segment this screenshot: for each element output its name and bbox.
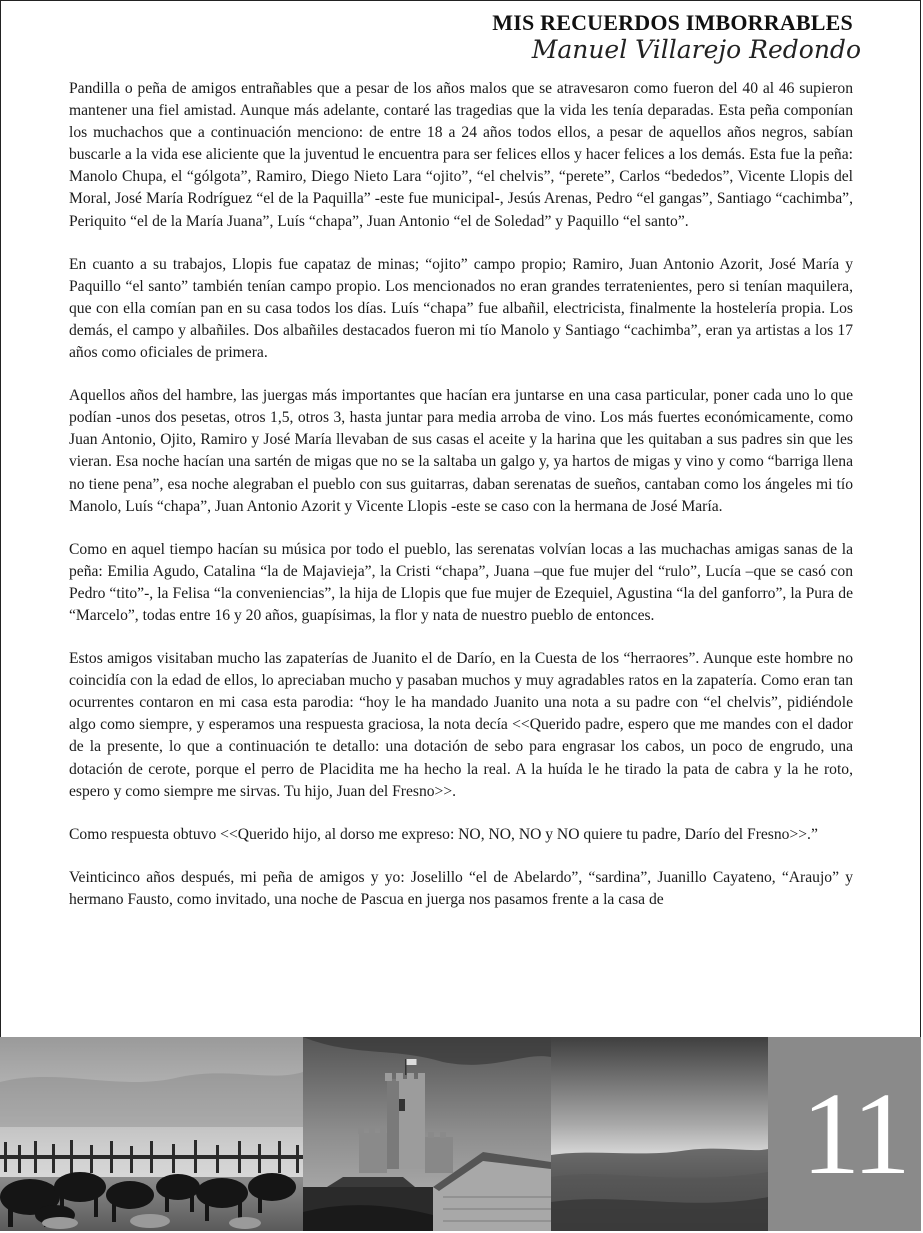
castle-photo xyxy=(303,1037,551,1231)
page-number-box xyxy=(768,1037,921,1231)
author-name: Manuel Villarejo Redondo xyxy=(531,35,861,64)
page-number: 11 xyxy=(801,1068,907,1199)
paragraph: Como en aquel tiempo hacían su música por todo el pueblo, las serenatas volvían locas a las muchachas amigas sanas de la peña: Emilia Agudo, Catalina “la de Majavieja”, la Cristi “chapa”, Juana –que fue mujer del “rulo”, Lucía –que se casó con Pedro “tito”-, la Felisa “la conveniencias”, la hija de Llopis que fue mujer de Ezequiel, Agustina “la del ganforro”, la Pura de “Marcelo”, todas entre 16 y 20 años, guapísimas, la flor y nata de nuestro pueblo de entonces. xyxy=(69,540,853,624)
paragraph: Estos amigos visitaban mucho las zapaterías de Juanito el de Darío, en la Cuesta de los “herraores”. Aunque este hombre no coincidía con la edad de ellos, lo apreciaban mucho y pasaban muchos y muy agradables ratos en la zapatería. Como eran tan ocurrentes contaron en mi casa esta parodia: “hoy le ha mandado Juanito una nota a su padre con “el chelvis”, pidiéndole algo como siempre, y esperamos una respuesta graciosa, la nota decía <<Querido padre, espero que me mandes con el dador de la presente, lo que a continuación te detallo: una dotación de sebo para engrasar los cabos, un poco de engrudo, una dotación de cerote, porque el perro de Placidita me ha hecho la real. A la huída le he tirado la pata de cabra y la he roto, espero y como siempre me sirvas. Tu hijo, Juan del Fresno>>. xyxy=(69,650,853,800)
cattle-photo xyxy=(0,1037,303,1231)
paragraph: En cuanto a su trabajos, Llopis fue capataz de minas; “ojito” campo propio; Ramiro, Juan Antonio Azorit, José María y Paquillo “el santo” también tenían campo propio. Los mencionados no eran grandes terratenientes, pero si tenían maquilera, que con ella comían pan en su casa todos los días. Luís “chapa” fue albañil, electricista, finalmente la hostelería propia. Los demás, el campo y albañiles. Dos albañiles destacados fueron mi tío Manolo y Santiago “cachimba”, eran ya artistas a los 17 años como oficiales de primera. xyxy=(69,255,853,362)
article-body xyxy=(69,78,853,932)
paragraph: Veinticinco años después, mi peña de amigos y yo: Joselillo “el de Abelardo”, “sardina”, Juanillo Cayateno, “Araujo” y hermano Fausto, como invitado, una noche de Pascua en juerga nos pasamos frente a la casa de xyxy=(69,868,853,908)
paragraph: Pandilla o peña de amigos entrañables que a pesar de los años malos que se atravesaron como fueron del 40 al 46 supieron mantener una fiel amistad. Aunque más adelante, contaré las tragedias que la vida les tenía deparadas. Esta peña componían los muchachos que a continuación menciono: de entre 18 a 24 años todos ellos, a pesar de aquellos años negros, sabían buscarle a la vida ese aliciente que la juventud le encuentra para ser felices ellos y hacer felices a los demás. Esta fue la peña: Manolo Chupa, el “gólgota”, Ramiro, Diego Nieto Lara “ojito”, “el chelvis”, “perete”, Carlos “bededos”, Vicente Llopis del Moral, José María Rodríguez “el de la Paquilla” -este fue municipal-, Jesús Arenas, Pedro “el gangas”, Santiago “cachimba”, Periquito “el de la María Juana”, Luís “chapa”, Juan Antonio “el de Soledad” y Paquillo “el santo”. xyxy=(69,80,853,230)
page-header xyxy=(492,10,861,64)
landscape-photo xyxy=(551,1037,768,1231)
paragraph: Aquellos años del hambre, las juergas más importantes que hacían era juntarse en una casa particular, poner cada uno lo que podían -unos dos pesetas, otros 1,5, otros 3, hasta juntar para media arroba de vino. Los más fuertes económicamente, como Juan Antonio, Ojito, Ramiro y José María llevaban de sus casas el aceite y la harina que les quitaban a sus padres sin que les vieran. Esa noche hacían una sartén de migas que no se la saltaba un galgo y, ya hartos de migas y vino y como “barriga llena no tiene pena”, esa noche alegraban el pueblo con sus guitarras, daban serenatas de sueños, cantaban como los ángeles mi tío Manolo, Luís “chapa”, Juan Antonio Azorit y Vicente Llopis -este se caso con la hermana de José María. xyxy=(69,387,853,515)
series-title: MIS RECUERDOS IMBORRABLES xyxy=(492,10,853,35)
paragraph: Como respuesta obtuvo <<Querido hijo, al dorso me expreso: NO, NO, NO y NO quiere tu padre, Darío del Fresno>>.” xyxy=(69,825,818,843)
photo-strip xyxy=(0,1037,921,1231)
